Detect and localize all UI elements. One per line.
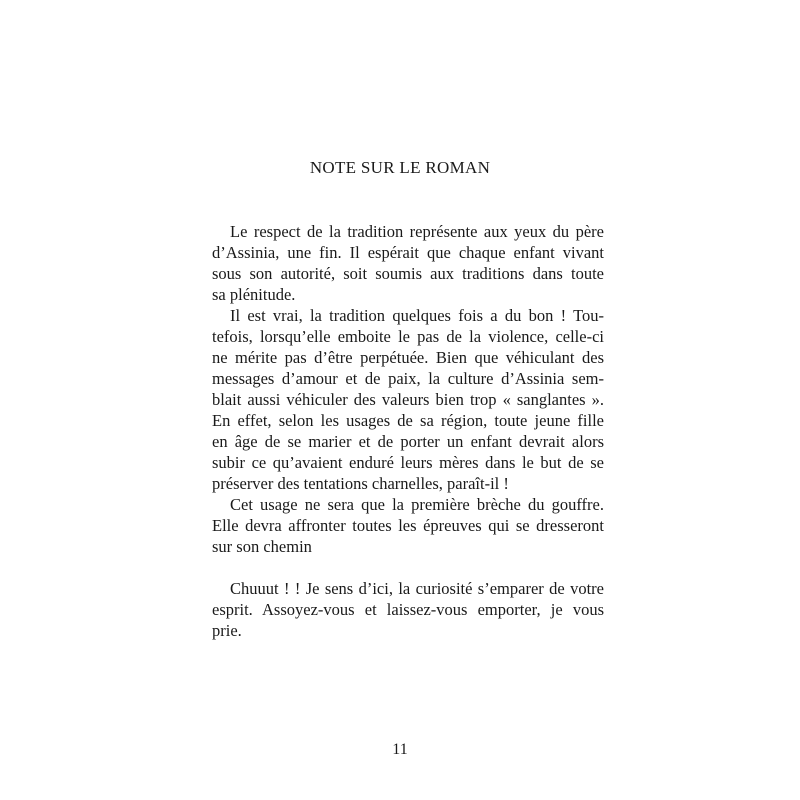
text-line: esprit. Assoyez-vous et laissez-vous emporter, je vous — [212, 600, 604, 619]
text-line: Chuuut ! ! Je sens d’ici, la curiosité s’emparer de votre — [230, 579, 604, 598]
text-line: Elle devra affronter toutes les épreuves qui se dresseront — [212, 516, 604, 535]
text-line: En effet, selon les usages de sa région, toute jeune fille — [212, 411, 604, 430]
text-line: préserver des tentations charnelles, paraît-il ! — [212, 474, 509, 493]
page-number: 11 — [392, 741, 408, 758]
text-line: en âge de se marier et de porter un enfant devrait alors — [212, 432, 604, 451]
text-line: Il est vrai, la tradition quelques fois a du bon ! Tou- — [230, 306, 604, 325]
text-line: Le respect de la tradition représente aux yeux du père — [230, 222, 604, 241]
text-line: sur son chemin — [212, 537, 312, 556]
text-line: d’Assinia, une fin. Il espérait que chaque enfant vivant — [212, 243, 604, 262]
text-line: sous son autorité, soit soumis aux traditions dans toute — [212, 264, 604, 283]
text-line: Cet usage ne sera que la première brèche du gouffre. — [230, 495, 604, 514]
text-line: tefois, lorsqu’elle emboite le pas de la violence, celle-ci — [212, 327, 604, 346]
page-title: NOTE SUR LE ROMAN — [309, 158, 491, 177]
text-line: messages d’amour et de paix, la culture d’Assinia sem- — [212, 369, 604, 388]
text-line: subir ce qu’avaient enduré leurs mères dans le but de se — [212, 453, 604, 472]
text-line: sa plénitude. — [212, 285, 296, 304]
text-line: prie. — [212, 621, 242, 640]
text-line: blait aussi véhiculer des valeurs bien trop « sanglantes ». — [212, 390, 604, 409]
text-line: ne mérite pas d’être perpétuée. Bien que véhiculant des — [212, 348, 604, 367]
